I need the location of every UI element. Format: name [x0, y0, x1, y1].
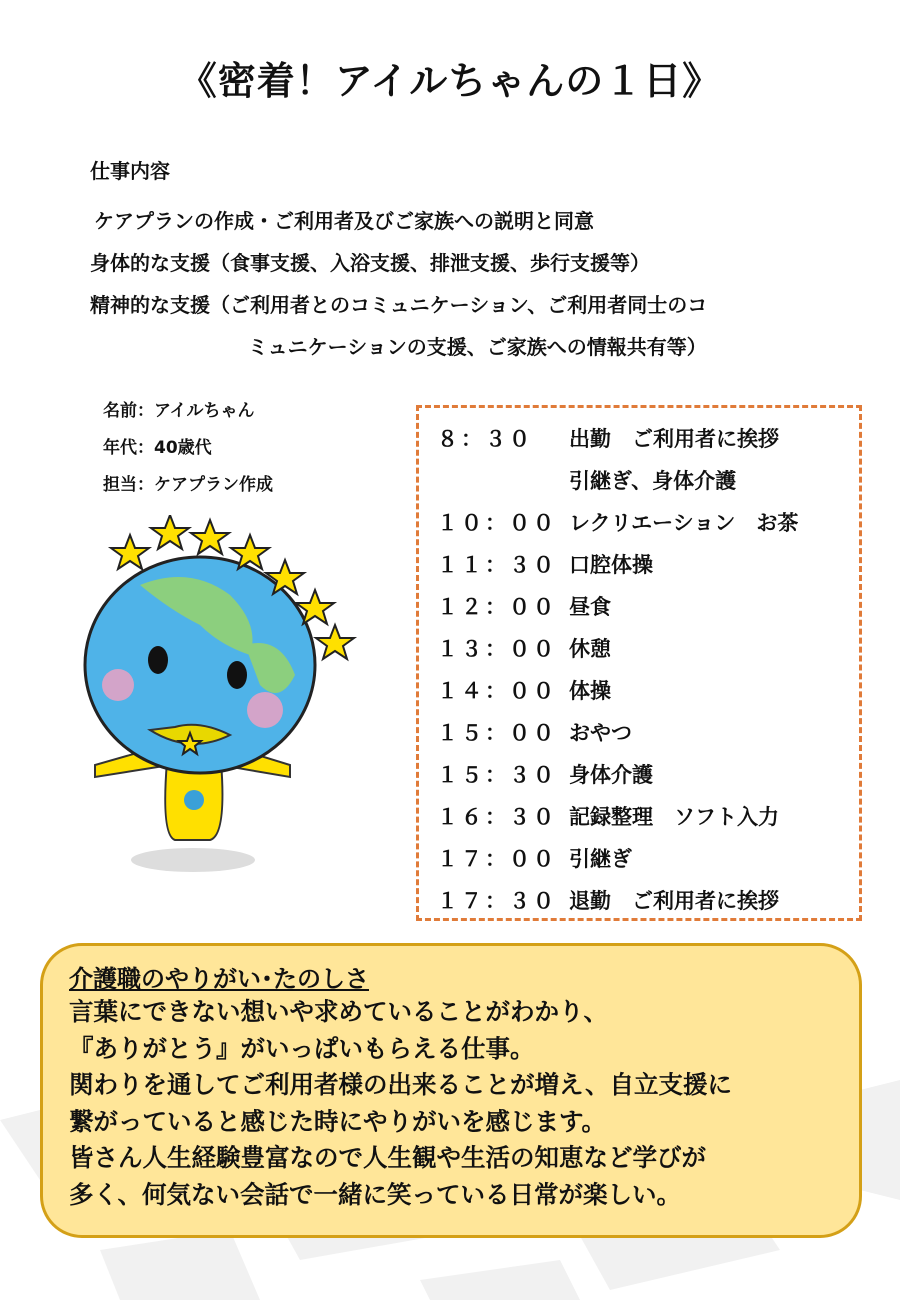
schedule-row	[437, 760, 653, 790]
schedule-activity: 出勤 ご利用者に挨拶	[569, 427, 779, 451]
schedule-activity: 引継ぎ、身体介護	[569, 469, 737, 493]
schedule-activity: 引継ぎ	[569, 847, 632, 871]
schedule-time: １６：３０	[437, 805, 557, 829]
schedule-row	[437, 550, 653, 580]
schedule-activity: 昼食	[569, 595, 611, 619]
rewards-line: 言葉にできない想いや求めていることがわかり、	[69, 997, 608, 1026]
schedule-activity: 身体介護	[569, 763, 653, 787]
schedule-row	[437, 802, 779, 832]
profile-age: 年代：40歳代	[103, 438, 212, 458]
rewards-line: 多く、何気ない会話で一緒に笑っている日常が楽しい。	[69, 1179, 682, 1209]
mascot-illustration	[80, 515, 370, 885]
schedule-time: １７：３０	[437, 889, 557, 913]
schedule-time: １２：００	[437, 595, 557, 619]
job-duties	[90, 150, 707, 368]
schedule-row	[437, 718, 632, 748]
schedule-row	[437, 592, 611, 622]
schedule-activity: 口腔体操	[569, 553, 653, 577]
duty-line: 精神的な支援（ご利用者とのコミュニケーション、ご利用者同士のコ	[90, 293, 708, 317]
rewards-box	[40, 943, 862, 1238]
schedule-row	[437, 844, 632, 874]
schedule-time: １３：００	[437, 637, 557, 661]
profile	[103, 396, 273, 507]
rewards-line: 繋がっていると感じた時にやりがいを感じます。	[69, 1106, 607, 1136]
page-title: 《密着！アイルちゃんの１日》	[178, 59, 722, 103]
schedule-row	[437, 466, 736, 496]
schedule-time: １０：００	[437, 511, 557, 535]
rewards-line: 関わりを通してご利用者様の出来ることが増え、自立支援に	[69, 1070, 732, 1099]
duty-line: 身体的な支援（食事支援、入浴支援、排泄支援、歩行支援等）	[90, 251, 650, 275]
schedule-activity: 記録整理 ソフト入力	[569, 805, 779, 829]
rewards-line: 皆さん人生経験豊富なので人生観や生活の知恵など学びが	[69, 1143, 706, 1172]
duty-line: ミュニケーションの支援、ご家族への情報共有等）	[248, 335, 707, 359]
schedule-activity: 退勤 ご利用者に挨拶	[569, 889, 779, 913]
schedule-time: １１：３０	[437, 553, 557, 577]
schedule-activity: おやつ	[569, 721, 632, 745]
profile-role: 担当：ケアプラン作成	[103, 475, 273, 495]
rewards-heading: 介護職のやりがい･たのしさ	[69, 965, 369, 993]
daily-schedule	[416, 405, 862, 921]
schedule-row	[437, 676, 611, 706]
schedule-row	[437, 508, 798, 538]
schedule-row	[437, 424, 779, 454]
schedule-activity: レクリエーション お茶	[569, 511, 799, 535]
schedule-time: １５：００	[437, 721, 557, 745]
schedule-time: ８：３０	[437, 427, 533, 451]
schedule-activity: 休憩	[569, 637, 611, 661]
schedule-time: １５：３０	[437, 763, 557, 787]
profile-name: 名前：アイルちゃん	[103, 401, 255, 421]
schedule-row	[437, 886, 779, 916]
rewards-line: 『ありがとう』がいっぱいもらえる仕事。	[69, 1033, 535, 1063]
schedule-activity: 体操	[569, 679, 611, 703]
duties-heading: 仕事内容	[90, 159, 170, 183]
duty-line: ケアプランの作成・ご利用者及びご家族への説明と同意	[94, 209, 594, 233]
schedule-time: １４：００	[437, 679, 557, 703]
schedule-row	[437, 634, 611, 664]
schedule-time: １７：００	[437, 847, 557, 871]
